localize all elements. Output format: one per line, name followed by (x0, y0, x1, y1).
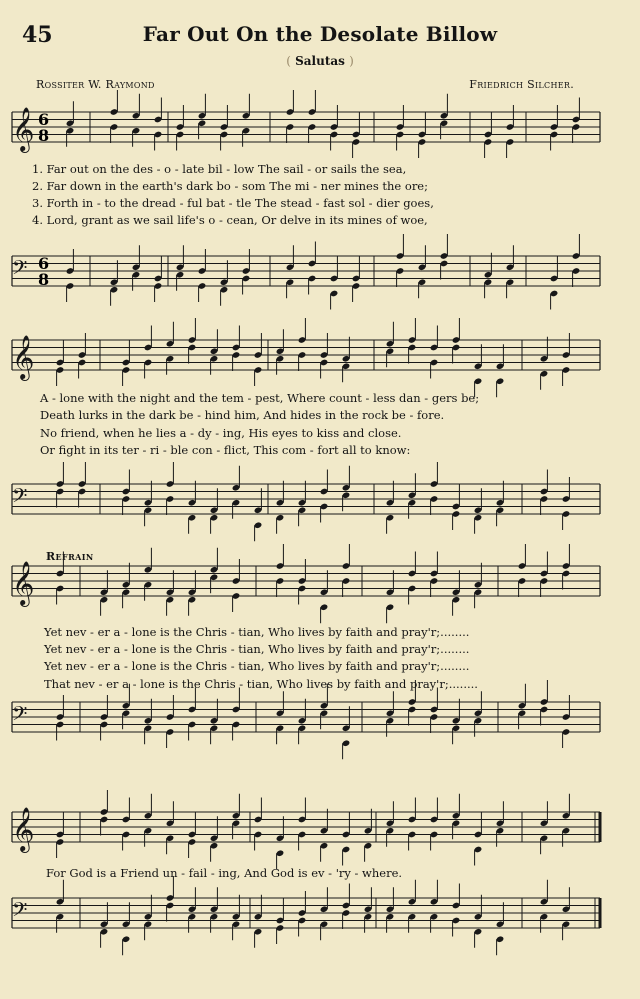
time-sig-bottom-bass: 8 (38, 270, 50, 289)
hymn-number: 45 (22, 22, 53, 48)
treble-clef: 𝄞 (12, 107, 35, 151)
refrain-verse-3: Yet nev - er a - lone is the Chris - tian, Who lives by faith and pray'r;........ (44, 659, 470, 673)
bass-clef: 𝄢 (12, 484, 28, 512)
refrain-verse-4: That nev - er a - lone is the Chris - tian, Who lives by faith and pray'r;........ (44, 677, 478, 691)
time-sig-top-bass: 6 (38, 254, 50, 273)
verse-4-line-1: 4. Lord, grant as we sail life's o - cean, Or delve in its mines of woe, (32, 213, 428, 227)
lyricist-credit: Rossiter W. Raymond (36, 78, 155, 91)
time-sig-bottom-treble: 8 (38, 126, 50, 145)
verse-1-line-1: 1. Far out on the des - o - late bil - low The sail - or sails the sea, (32, 162, 407, 176)
refrain-label: Refrain (46, 550, 94, 563)
bass-clef: 𝄢 (12, 256, 28, 284)
tune-paren-open: ( (286, 54, 291, 68)
verse-2-line-2: Death lurks in the dark be - hind him, And hides in the rock be - fore. (40, 408, 445, 422)
bass-clef: 𝄢 (12, 898, 28, 926)
treble-clef: 𝄞 (12, 335, 35, 379)
time-sig-top-treble: 6 (38, 110, 50, 129)
treble-clef: 𝄞 (12, 561, 35, 605)
bass-clef: 𝄢 (12, 702, 28, 730)
treble-clef: 𝄞 (12, 807, 35, 851)
verse-2-line-1: 2. Far down in the earth's dark bo - som The mi - ner mines the ore; (32, 179, 428, 193)
refrain-verse-1: Yet nev - er a - lone is the Chris - tian, Who lives by faith and pray'r;........ (44, 625, 470, 639)
time-signature-bass (38, 254, 49, 289)
verse-3-line-2: No friend, when he lies a - dy - ing, His eyes to kiss and close. (40, 426, 402, 440)
verse-4-line-2: Or fight in its ter - ri - ble con - flict, This com - fort all to know: (40, 443, 411, 457)
verse-1-line-2: A - lone with the night and the tem - pest, Where count - less dan - gers be; (40, 391, 480, 405)
refrain-verse-2: Yet nev - er a - lone is the Chris - tian, Who lives by faith and pray'r;........ (44, 642, 470, 656)
refrain-final-line: For God is a Friend un - fail - ing, And God is ev - 'ry - where. (46, 866, 403, 880)
composer-credit: Friedrich Silcher. (469, 78, 574, 91)
hymn-title: Far Out On the Desolate Billow (142, 22, 498, 46)
time-signature-treble (38, 110, 49, 145)
tune-paren-close: ) (349, 54, 354, 68)
verse-3-line-1: 3. Forth in - to the dread - ful bat - tle The stead - fast sol - dier goes, (32, 196, 434, 210)
tune-name: Salutas (295, 54, 345, 68)
